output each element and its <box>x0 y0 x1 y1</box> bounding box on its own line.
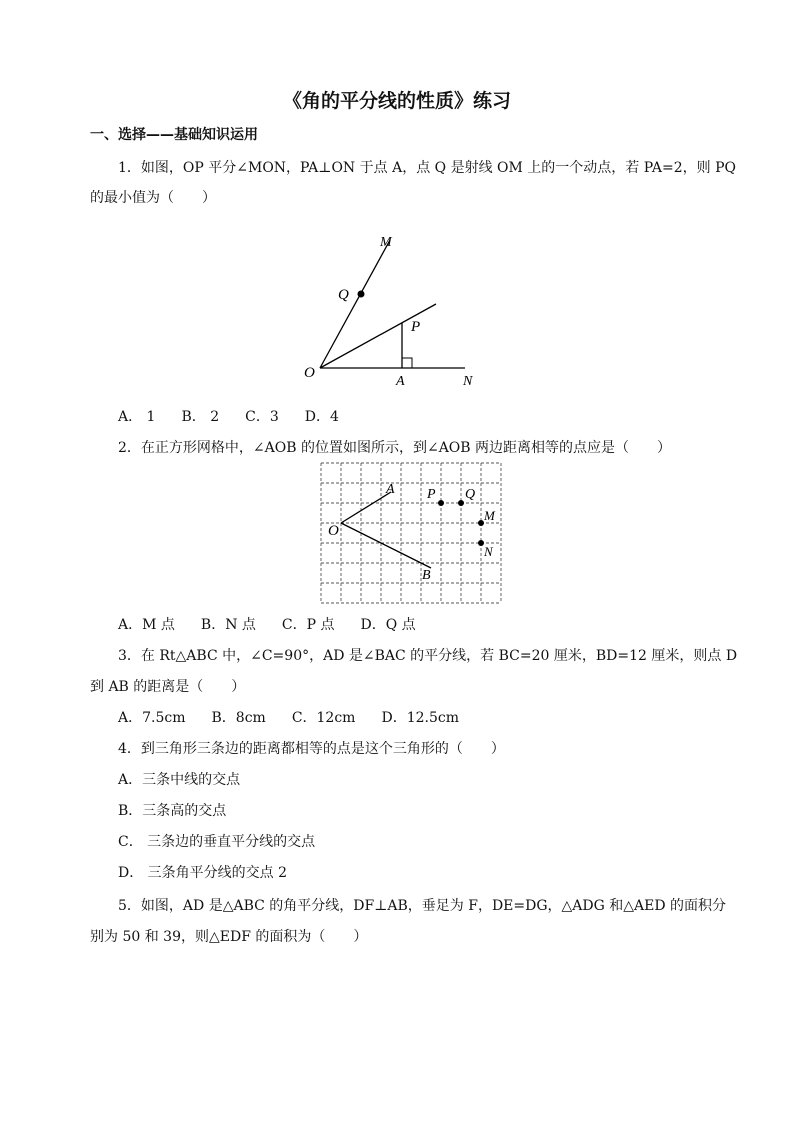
option-b: B．N 点 <box>200 617 256 633</box>
option-c: C． 三条边的垂直平分线的交点 <box>118 834 316 850</box>
option-b: B． 2 <box>181 409 220 425</box>
question-2-options <box>118 614 442 634</box>
option-b: B．三条高的交点 <box>118 803 227 819</box>
option-a: A．三条中线的交点 <box>118 772 241 788</box>
ray-oa <box>341 492 391 523</box>
label-a: A <box>386 482 395 497</box>
label-b: B <box>422 568 431 583</box>
ray-ob <box>341 523 431 568</box>
option-d: D． 三条角平分线的交点 2 <box>118 865 288 881</box>
question-4-text: 4．到三角形三条边的距离都相等的点是这个三角形的（ ） <box>118 741 505 757</box>
option-a: A．7.5cm <box>118 710 186 726</box>
label-n: N <box>484 544 493 559</box>
label-n: N <box>463 374 473 389</box>
option-a: A． 1 <box>118 409 156 425</box>
question-3-text: 3．在 Rt△ABC 中，∠C=90°，AD 是∠BAC 的平分线，若 BC=20 厘米，BD=12 厘米，则点 D <box>118 648 738 664</box>
label-o: O <box>328 523 339 539</box>
question-3-text-cont: 到 AB 的距离是（ ） <box>90 679 246 695</box>
figure-angle-bisector <box>290 228 490 393</box>
option-c: C．P 点 <box>281 617 335 633</box>
option-d: D．12.5cm <box>381 710 459 726</box>
question-1-text-cont: 的最小值为（ ） <box>90 190 216 206</box>
question-5-text-cont: 别为 50 和 39，则△EDF 的面积为（ ） <box>90 929 368 945</box>
question-1-options <box>118 406 365 426</box>
point-q <box>458 500 464 506</box>
section-heading: 一、选择——基础知识运用 <box>90 127 258 143</box>
option-b: B．8cm <box>211 710 266 726</box>
point-p <box>438 500 444 506</box>
right-angle-mark <box>402 358 412 368</box>
label-p: P <box>427 487 436 502</box>
label-q: Q <box>465 487 476 502</box>
option-d: D．4 <box>304 409 339 425</box>
option-c: C．3 <box>245 409 279 425</box>
option-c: C．12cm <box>291 710 356 726</box>
question-3-options <box>118 707 485 727</box>
option-d: D．Q 点 <box>360 617 416 633</box>
label-q: Q <box>338 287 349 303</box>
label-m: M <box>380 235 392 250</box>
label-m: M <box>484 508 495 523</box>
question-5-text: 5．如图，AD 是△ABC 的角平分线，DF⊥AB，垂足为 F，DE=DG，△ADG 和△AED 的面积分 <box>118 898 727 914</box>
option-a: A．M 点 <box>118 617 175 633</box>
label-a: A <box>396 374 405 389</box>
page-title: 《角的平分线的性质》练习 <box>282 90 511 112</box>
question-1-text: 1．如图，OP 平分∠MON，PA⊥ON 于点 A，点 Q 是射线 OM 上的一个动点，若 PA=2，则 PQ <box>118 160 736 176</box>
grid-lines <box>321 463 501 603</box>
label-o: O <box>304 365 315 381</box>
label-p: P <box>411 319 421 335</box>
question-2-text: 2．在正方形网格中，∠AOB 的位置如图所示，到∠AOB 两边距离相等的点应是（ ） <box>118 440 672 456</box>
figure-square-grid <box>320 462 502 604</box>
point-q <box>358 291 365 298</box>
